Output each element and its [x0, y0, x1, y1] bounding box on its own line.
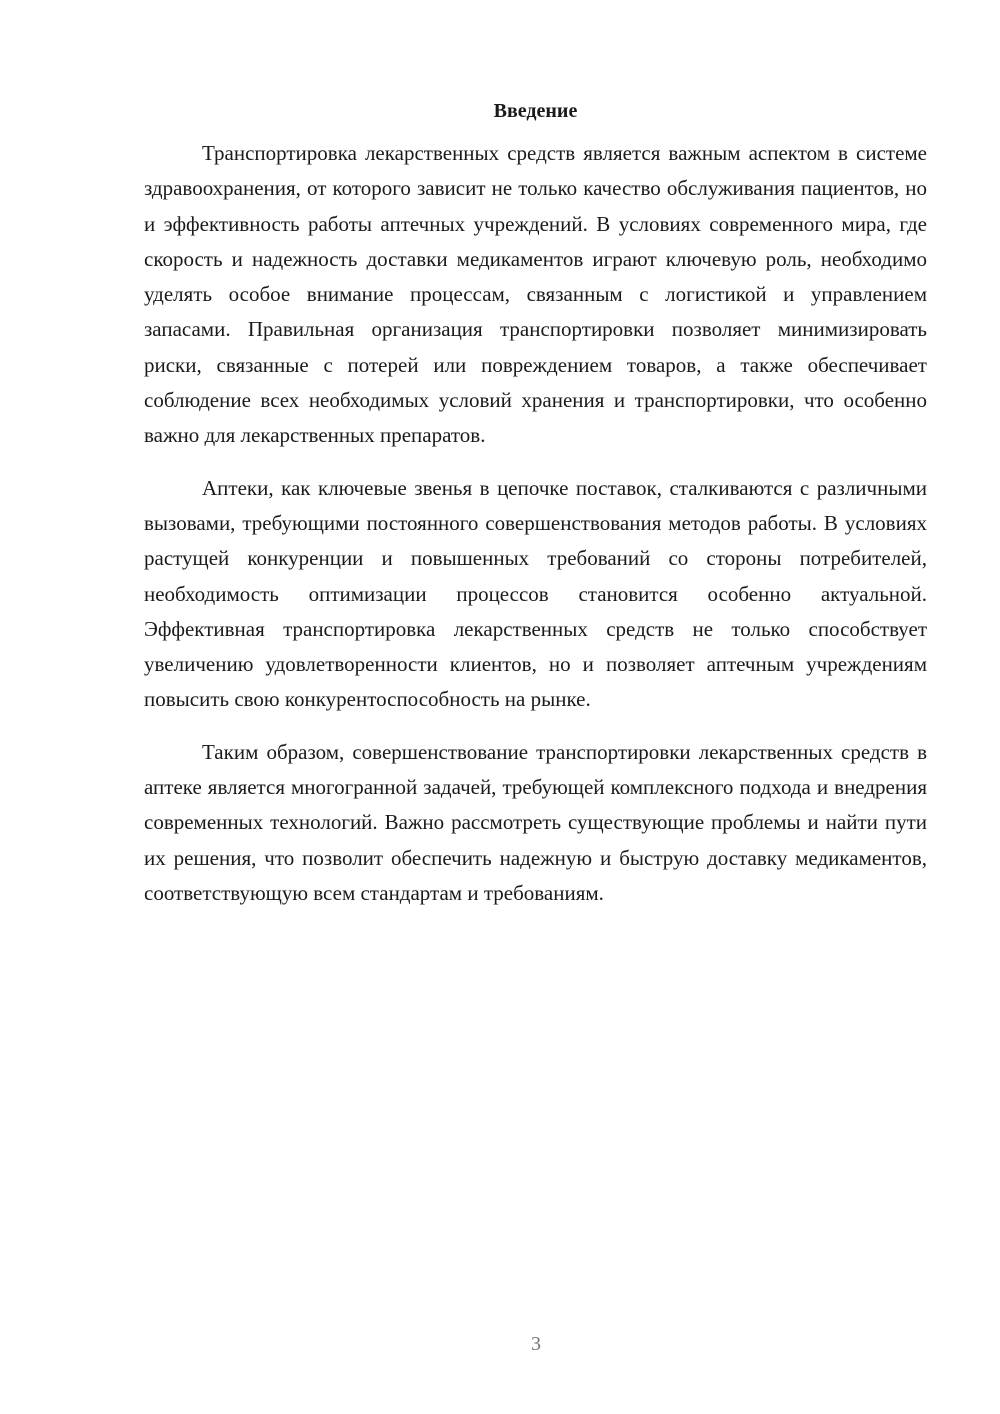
- paragraph-3: Таким образом, совершенствование транспортировки лекарственных средств в аптеке является многогранной задачей, требующей комплексного подхода и внедрения современных технологий. Важно рассмотреть существующие проблемы и найти пути их решения, что позволит обеспечить надежную и быструю доставку медикаментов, соответствующую всем стандартам и требованиям.: [144, 739, 927, 905]
- page-content: [144, 96, 927, 928]
- paragraph-2: Аптеки, как ключевые звенья в цепочке поставок, сталкиваются с различными вызовами, требующими постоянного совершенствования методов работы. В условиях растущей конкуренции и повышенных требований со стороны потребителей, необходимость оптимизации процессов становится особенно актуальной. Эффективная транспортировка лекарственных средств не только способствует увеличению удовлетворенности клиентов, но и позволяет аптечным учреждениям повысить свою конкурентоспособность на рынке.: [144, 475, 927, 712]
- page-number: 3: [531, 1333, 541, 1355]
- section-heading: Введение: [493, 100, 578, 122]
- paragraph-1: Транспортировка лекарственных средств является важным аспектом в системе здравоохранения, от которого зависит не только качество обслуживания пациентов, но и эффективность работы аптечных учреждений. В условиях современного мира, где скорость и надежность доставки медикаментов играют ключевую роль, необходимо уделять особое внимание процессам, связанным с логистикой и управлением запасами. Правильная организация транспортировки позволяет минимизировать риски, связанные с потерей или повреждением товаров, а также обеспечивает соблюдение всех необходимых условий хранения и транспортировки, что особенно важно для лекарственных препаратов.: [144, 141, 927, 448]
